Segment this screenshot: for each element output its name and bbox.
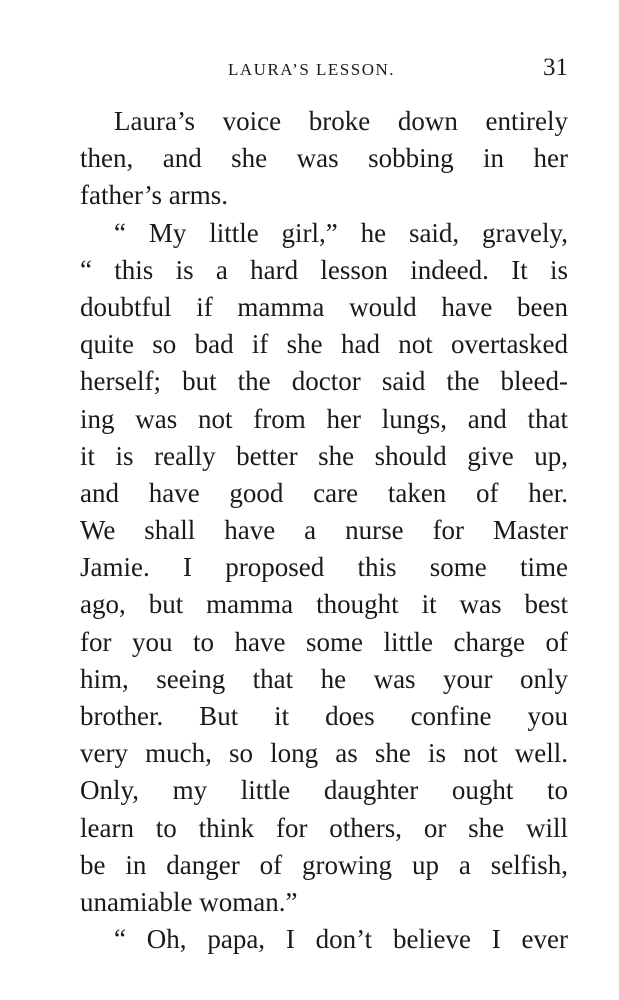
text-line: “ Oh, papa, I don’t believe I ever (114, 924, 568, 955)
text-line: unamiable woman.” (80, 886, 298, 917)
text-line: Laura’s voice broke down entirely (114, 106, 568, 136)
text-line: brother. But it does confine you (80, 701, 568, 731)
text-line: very much, so long as she is not well. (80, 738, 568, 769)
text-line: then, and she was sobbing in her (80, 143, 568, 174)
text-line: and have good care taken of her. (80, 477, 568, 508)
running-head (80, 54, 568, 88)
text-line: “ My little girl,” he said, gravely, (114, 217, 568, 248)
text-line: doubtful if mamma would have been (80, 291, 568, 322)
text-line: Jamie. I proposed this some time (80, 552, 568, 583)
text-line: him, seeing that he was your only (80, 663, 568, 694)
text-line: “ this is a hard lesson indeed. It is (80, 254, 568, 285)
page-number: 31 (543, 54, 568, 81)
body-text (80, 103, 568, 958)
text-line: for you to have some little charge of (80, 626, 568, 657)
text-line: be in danger of growing up a selfish, (80, 849, 568, 880)
text-line: it is really better she should give up, (80, 440, 568, 471)
text-line: learn to think for others, or she will (80, 812, 568, 843)
text-line: Only, my little daughter ought to (80, 775, 568, 806)
text-line: quite so bad if she had not overtasked (80, 329, 568, 360)
running-title: LAURA’S LESSON. (228, 60, 396, 79)
text-line: herself; but the doctor said the bleed- (80, 366, 568, 397)
text-line: We shall have a nurse for Master (80, 515, 568, 546)
text-line: ing was not from her lungs, and that (80, 403, 568, 434)
text-line: ago, but mamma thought it was best (80, 589, 568, 620)
text-line: father’s arms. (80, 180, 228, 211)
